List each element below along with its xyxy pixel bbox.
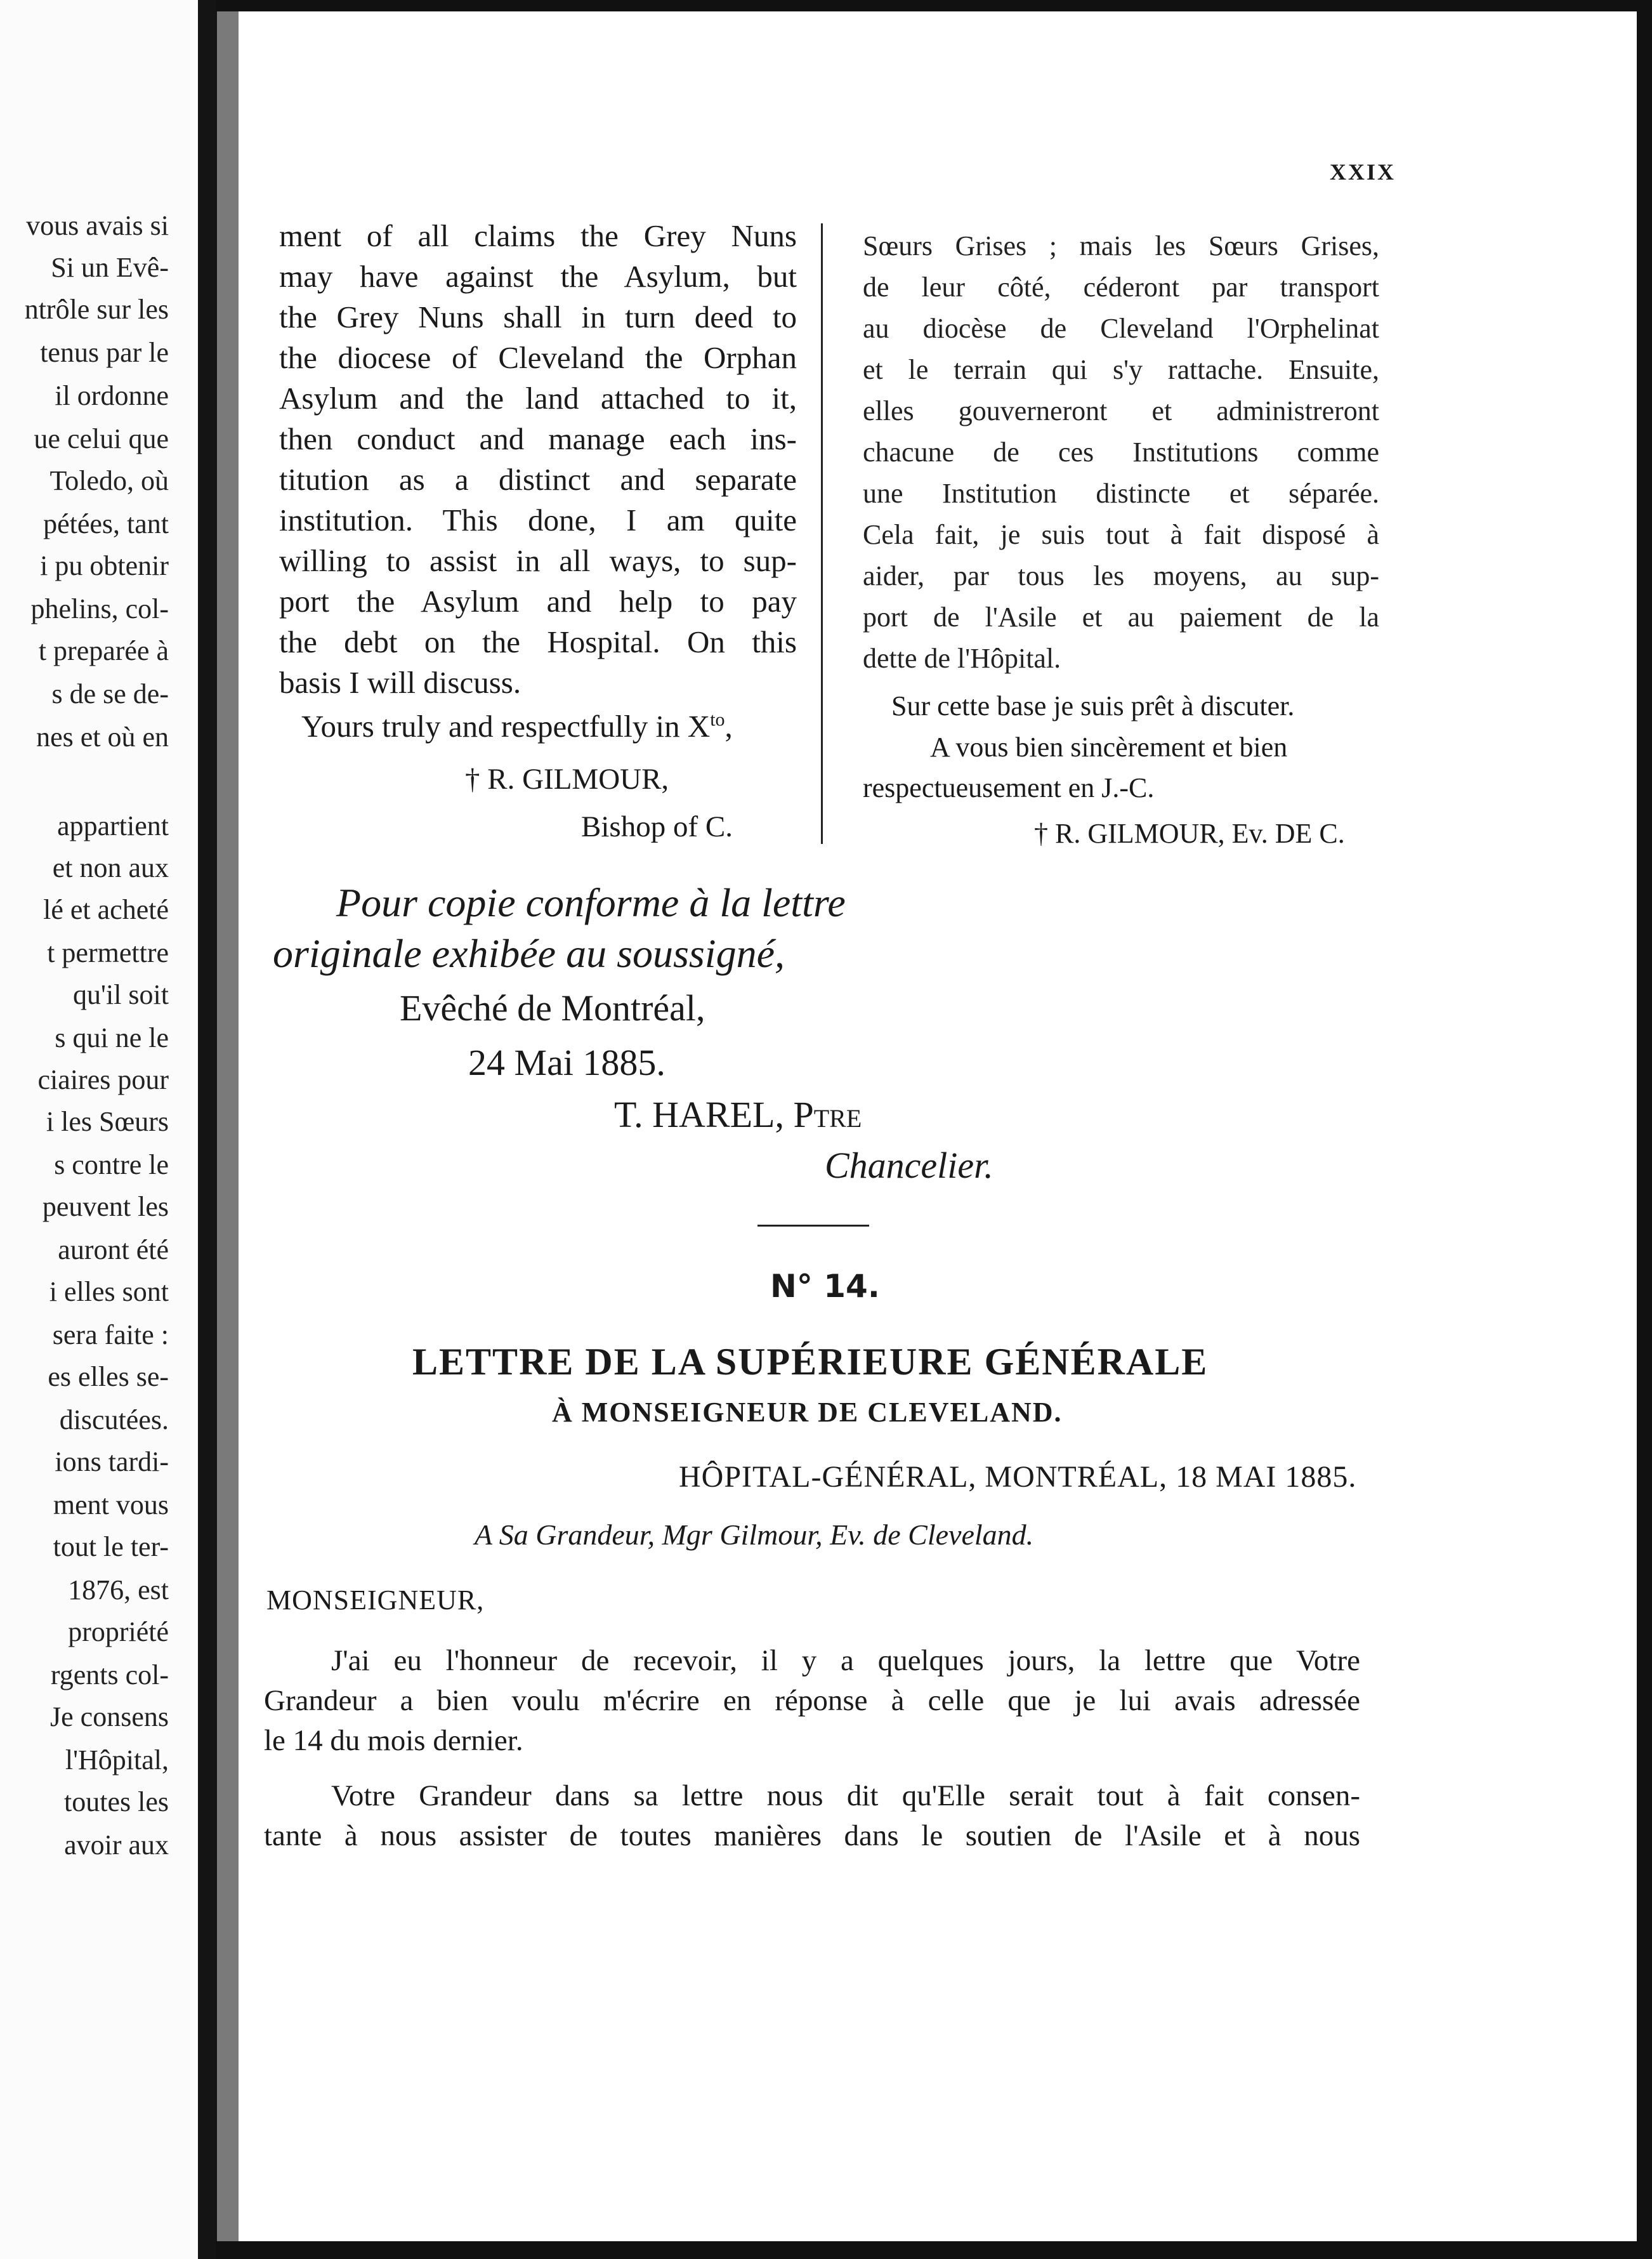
- adjacent-text-fragment: discutées.: [59, 1404, 169, 1435]
- scan-border-right: [1637, 0, 1652, 2259]
- adjacent-text-fragment: tenus par le: [40, 337, 169, 368]
- adjacent-text-fragment: Toledo, où: [49, 465, 169, 496]
- binding-edge: [198, 0, 217, 2259]
- text-line: Asylum and the land attached to it,: [279, 381, 797, 416]
- adjacent-text-fragment: il ordonne: [55, 380, 169, 411]
- letter-body: [264, 1641, 1360, 1856]
- letter-salutation: MONSEIGNEUR,: [266, 1584, 485, 1616]
- scan-border-bottom: [216, 2241, 1652, 2259]
- certification-line: Pour copie conforme à la lettre: [336, 880, 846, 925]
- signer-suffix: TRE: [813, 1104, 862, 1133]
- adjacent-text-fragment: t preparée à: [38, 635, 169, 666]
- adjacent-text-fragment: i les Sœurs: [46, 1106, 169, 1137]
- adjacent-text-fragment: propriété: [68, 1616, 169, 1647]
- adjacent-text-fragment: qu'il soit: [73, 979, 169, 1010]
- section-divider: [757, 1225, 869, 1227]
- text-line: tante à nous assister de toutes manières dans le soutien de l'Asile et à nous: [264, 1819, 1360, 1852]
- adjacent-text-fragment: ment vous: [53, 1489, 169, 1520]
- closing-superscript: to: [710, 709, 725, 730]
- certification-date: 24 Mai 1885.: [468, 1042, 665, 1083]
- certification-line: originale exhibée au soussigné,: [273, 931, 785, 976]
- adjacent-text-fragment: pétées, tant: [43, 508, 169, 539]
- text-line: Cela fait, je suis tout à fait disposé à: [863, 519, 1379, 550]
- adjacent-text-fragment: ciaires pour: [37, 1064, 169, 1095]
- text-line: port de l'Asile et au paiement de la: [863, 602, 1379, 633]
- text-line: dette de l'Hôpital.: [863, 643, 1061, 674]
- page-number: XXIX: [1330, 159, 1396, 185]
- text-line: titution as a distinct and separate: [279, 462, 797, 497]
- text-line: une Institution distincte et séparée.: [863, 478, 1379, 509]
- adjacent-text-fragment: i pu obtenir: [40, 550, 169, 581]
- french-closing: A vous bien sincèrement et bien: [930, 732, 1288, 763]
- text-line: institution. This done, I am quite: [279, 503, 797, 537]
- text-line: le 14 du mois dernier.: [264, 1724, 523, 1757]
- english-letter-column: [279, 216, 797, 703]
- document-title: LETTRE DE LA SUPÉRIEURE GÉNÉRALE: [412, 1341, 1209, 1383]
- adjacent-text-fragment: s contre le: [54, 1149, 169, 1180]
- certification-place: Evêché de Montréal,: [400, 987, 705, 1029]
- text-line: port the Asylum and help to pay: [279, 584, 797, 619]
- scan-border-top: [216, 0, 1652, 11]
- text-line: may have against the Asylum, but: [279, 259, 797, 294]
- document-number: N° 14.: [770, 1268, 880, 1305]
- text-line: the debt on the Hospital. On this: [279, 624, 797, 659]
- english-signature: † R. GILMOUR,: [465, 763, 669, 796]
- adjacent-text-fragment: ntrôle sur les: [24, 294, 169, 325]
- french-closing: Sur cette base je suis prêt à discuter.: [891, 690, 1295, 721]
- adjacent-text-fragment: es elles se-: [48, 1361, 169, 1392]
- text-line: basis I will discuss.: [279, 665, 521, 700]
- adjacent-text-fragment: l'Hôpital,: [65, 1744, 169, 1775]
- signer-name: T. HAREL, P: [614, 1094, 814, 1135]
- adjacent-text-fragment: lé et acheté: [43, 894, 169, 925]
- adjacent-text-fragment: Si un Evê-: [51, 252, 169, 283]
- adjacent-text-fragment: s de se de-: [51, 678, 169, 709]
- adjacent-page: [0, 0, 216, 2259]
- adjacent-text-fragment: vous avais si: [26, 210, 169, 241]
- document-subtitle: À MONSEIGNEUR DE CLEVELAND.: [552, 1397, 1063, 1428]
- letter-dateline: HÔPITAL-GÉNÉRAL, MONTRÉAL, 18 MAI 1885.: [679, 1460, 1357, 1494]
- adjacent-text-fragment: phelins, col-: [30, 593, 169, 624]
- text-line: the diocese of Cleveland the Orphan: [279, 340, 797, 375]
- text-line: aider, par tous les moyens, au sup-: [863, 560, 1379, 591]
- adjacent-text-fragment: appartient: [57, 810, 169, 841]
- text-line: de leur côté, céderont par transport: [863, 272, 1379, 303]
- adjacent-text-fragment: 1876, est: [68, 1574, 169, 1605]
- adjacent-page-text: [0, 0, 198, 2259]
- adjacent-text-fragment: i elles sont: [49, 1276, 169, 1307]
- text-line: the Grey Nuns shall in turn deed to: [279, 300, 797, 334]
- french-letter-column: [863, 225, 1379, 679]
- closing-text: Yours truly and respectfully in X: [301, 709, 711, 744]
- french-closing: respectueusement en J.-C.: [863, 772, 1155, 803]
- column-divider: [821, 223, 823, 844]
- text-line: willing to assist in all ways, to sup-: [279, 543, 797, 578]
- adjacent-text-fragment: toutes les: [64, 1786, 169, 1817]
- text-line: J'ai eu l'honneur de recevoir, il y a quelques jours, la lettre que Votre: [331, 1644, 1360, 1677]
- gutter-shadow: [217, 0, 239, 2259]
- adjacent-text-fragment: ue celui que: [34, 423, 169, 454]
- text-line: et le terrain qui s'y rattache. Ensuite,: [863, 354, 1379, 385]
- adjacent-text-fragment: Je consens: [50, 1701, 169, 1732]
- letter-addressee: A Sa Grandeur, Mgr Gilmour, Ev. de Cleveland.: [475, 1518, 1034, 1551]
- text-line: au diocèse de Cleveland l'Orphelinat: [863, 313, 1379, 344]
- text-line: Grandeur a bien voulu m'écrire en réponse à celle que je lui avais adressée: [264, 1684, 1360, 1717]
- text-line: Sœurs Grises ; mais les Sœurs Grises,: [863, 230, 1379, 261]
- certification-signer-title: Chancelier.: [825, 1145, 993, 1186]
- text-line: elles gouverneront et administreront: [863, 395, 1379, 426]
- adjacent-text-fragment: tout le ter-: [53, 1531, 169, 1562]
- text-line: Votre Grandeur dans sa lettre nous dit qu'Elle serait tout à fait consen-: [331, 1779, 1360, 1812]
- adjacent-text-fragment: t permettre: [47, 937, 169, 968]
- certification-signer: [614, 1093, 862, 1136]
- text-line: ment of all claims the Grey Nuns: [279, 218, 797, 253]
- adjacent-text-fragment: ions tardi-: [55, 1446, 169, 1477]
- adjacent-text-fragment: avoir aux: [64, 1829, 169, 1861]
- text-line: then conduct and manage each ins-: [279, 421, 797, 456]
- adjacent-text-fragment: et non aux: [52, 852, 169, 883]
- text-line: chacune de ces Institutions comme: [863, 437, 1379, 468]
- adjacent-text-fragment: sera faite :: [52, 1319, 169, 1350]
- english-closing: Yours truly and respectfully in $X^{to}$,: [301, 709, 733, 744]
- adjacent-text-fragment: nes et où en: [36, 721, 169, 753]
- french-signature: † R. GILMOUR, Ev. DE C.: [1034, 818, 1345, 849]
- adjacent-text-fragment: rgents col-: [50, 1659, 169, 1690]
- adjacent-text-fragment: peuvent les: [42, 1191, 169, 1222]
- english-signature-title: Bishop of C.: [581, 810, 733, 843]
- adjacent-text-fragment: s qui ne le: [55, 1022, 169, 1053]
- adjacent-text-fragment: auront été: [58, 1234, 169, 1265]
